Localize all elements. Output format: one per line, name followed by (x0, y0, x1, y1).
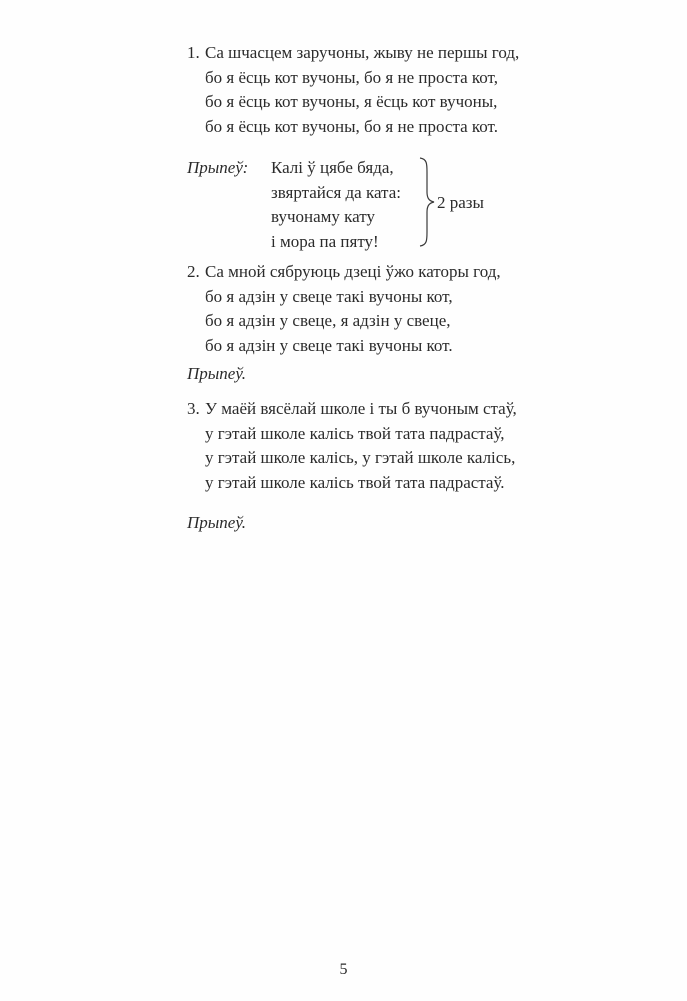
chorus-line: звяртайся да ката: (271, 182, 401, 202)
verse-line: У маёй вясёлай школе і ты б вучоным стаў, (205, 399, 517, 418)
verse-line: у гэтай школе калісь твой тата падрастаў, (205, 423, 505, 443)
verse-line: бо я адзін у свеце такі вучоны кот, (205, 286, 453, 306)
verse-1 (187, 43, 519, 141)
verse-line: бо я ёсць кот вучоны, бо я не проста кот, (205, 67, 498, 87)
verse-number: 3. (187, 399, 200, 418)
verse-line: бо я ёсць кот вучоны, я ёсць кот вучоны, (205, 92, 498, 111)
repeat-note: 2 разы (437, 193, 484, 212)
page-number: 5 (339, 961, 348, 978)
verse-number: 2. (187, 262, 200, 281)
verse-line: Са мной сябруюць дзеці ўжо каторы год, (205, 262, 501, 281)
chorus-lines (271, 158, 401, 256)
chorus-reference: Прыпеў. (187, 364, 247, 383)
verse-line: бо я адзін у свеце такі вучоны кот. (205, 335, 453, 355)
verse-line: бо я ёсць кот вучоны, бо я не проста кот. (205, 116, 498, 136)
chorus-line: Калі ў цябе бяда, (271, 158, 394, 177)
chorus-line: вучонаму кату (271, 207, 375, 226)
chorus-reference: Прыпеў. (187, 513, 247, 532)
verse-line: у гэтай школе калісь твой тата падрастаў. (205, 472, 505, 492)
verse-line: Са шчасцем заручоны, жыву не першы год, (205, 43, 520, 62)
verse-line: у гэтай школе калісь, у гэтай школе калісь, (205, 448, 516, 467)
verse-3 (187, 399, 517, 497)
chorus-line: і мора па пяту! (271, 231, 379, 251)
verse-number: 1. (187, 43, 200, 62)
chorus-label: Прыпеў: (187, 158, 249, 177)
verse-line: бо я адзін у свеце, я адзін у свеце, (205, 311, 451, 330)
verse-2 (187, 262, 501, 360)
